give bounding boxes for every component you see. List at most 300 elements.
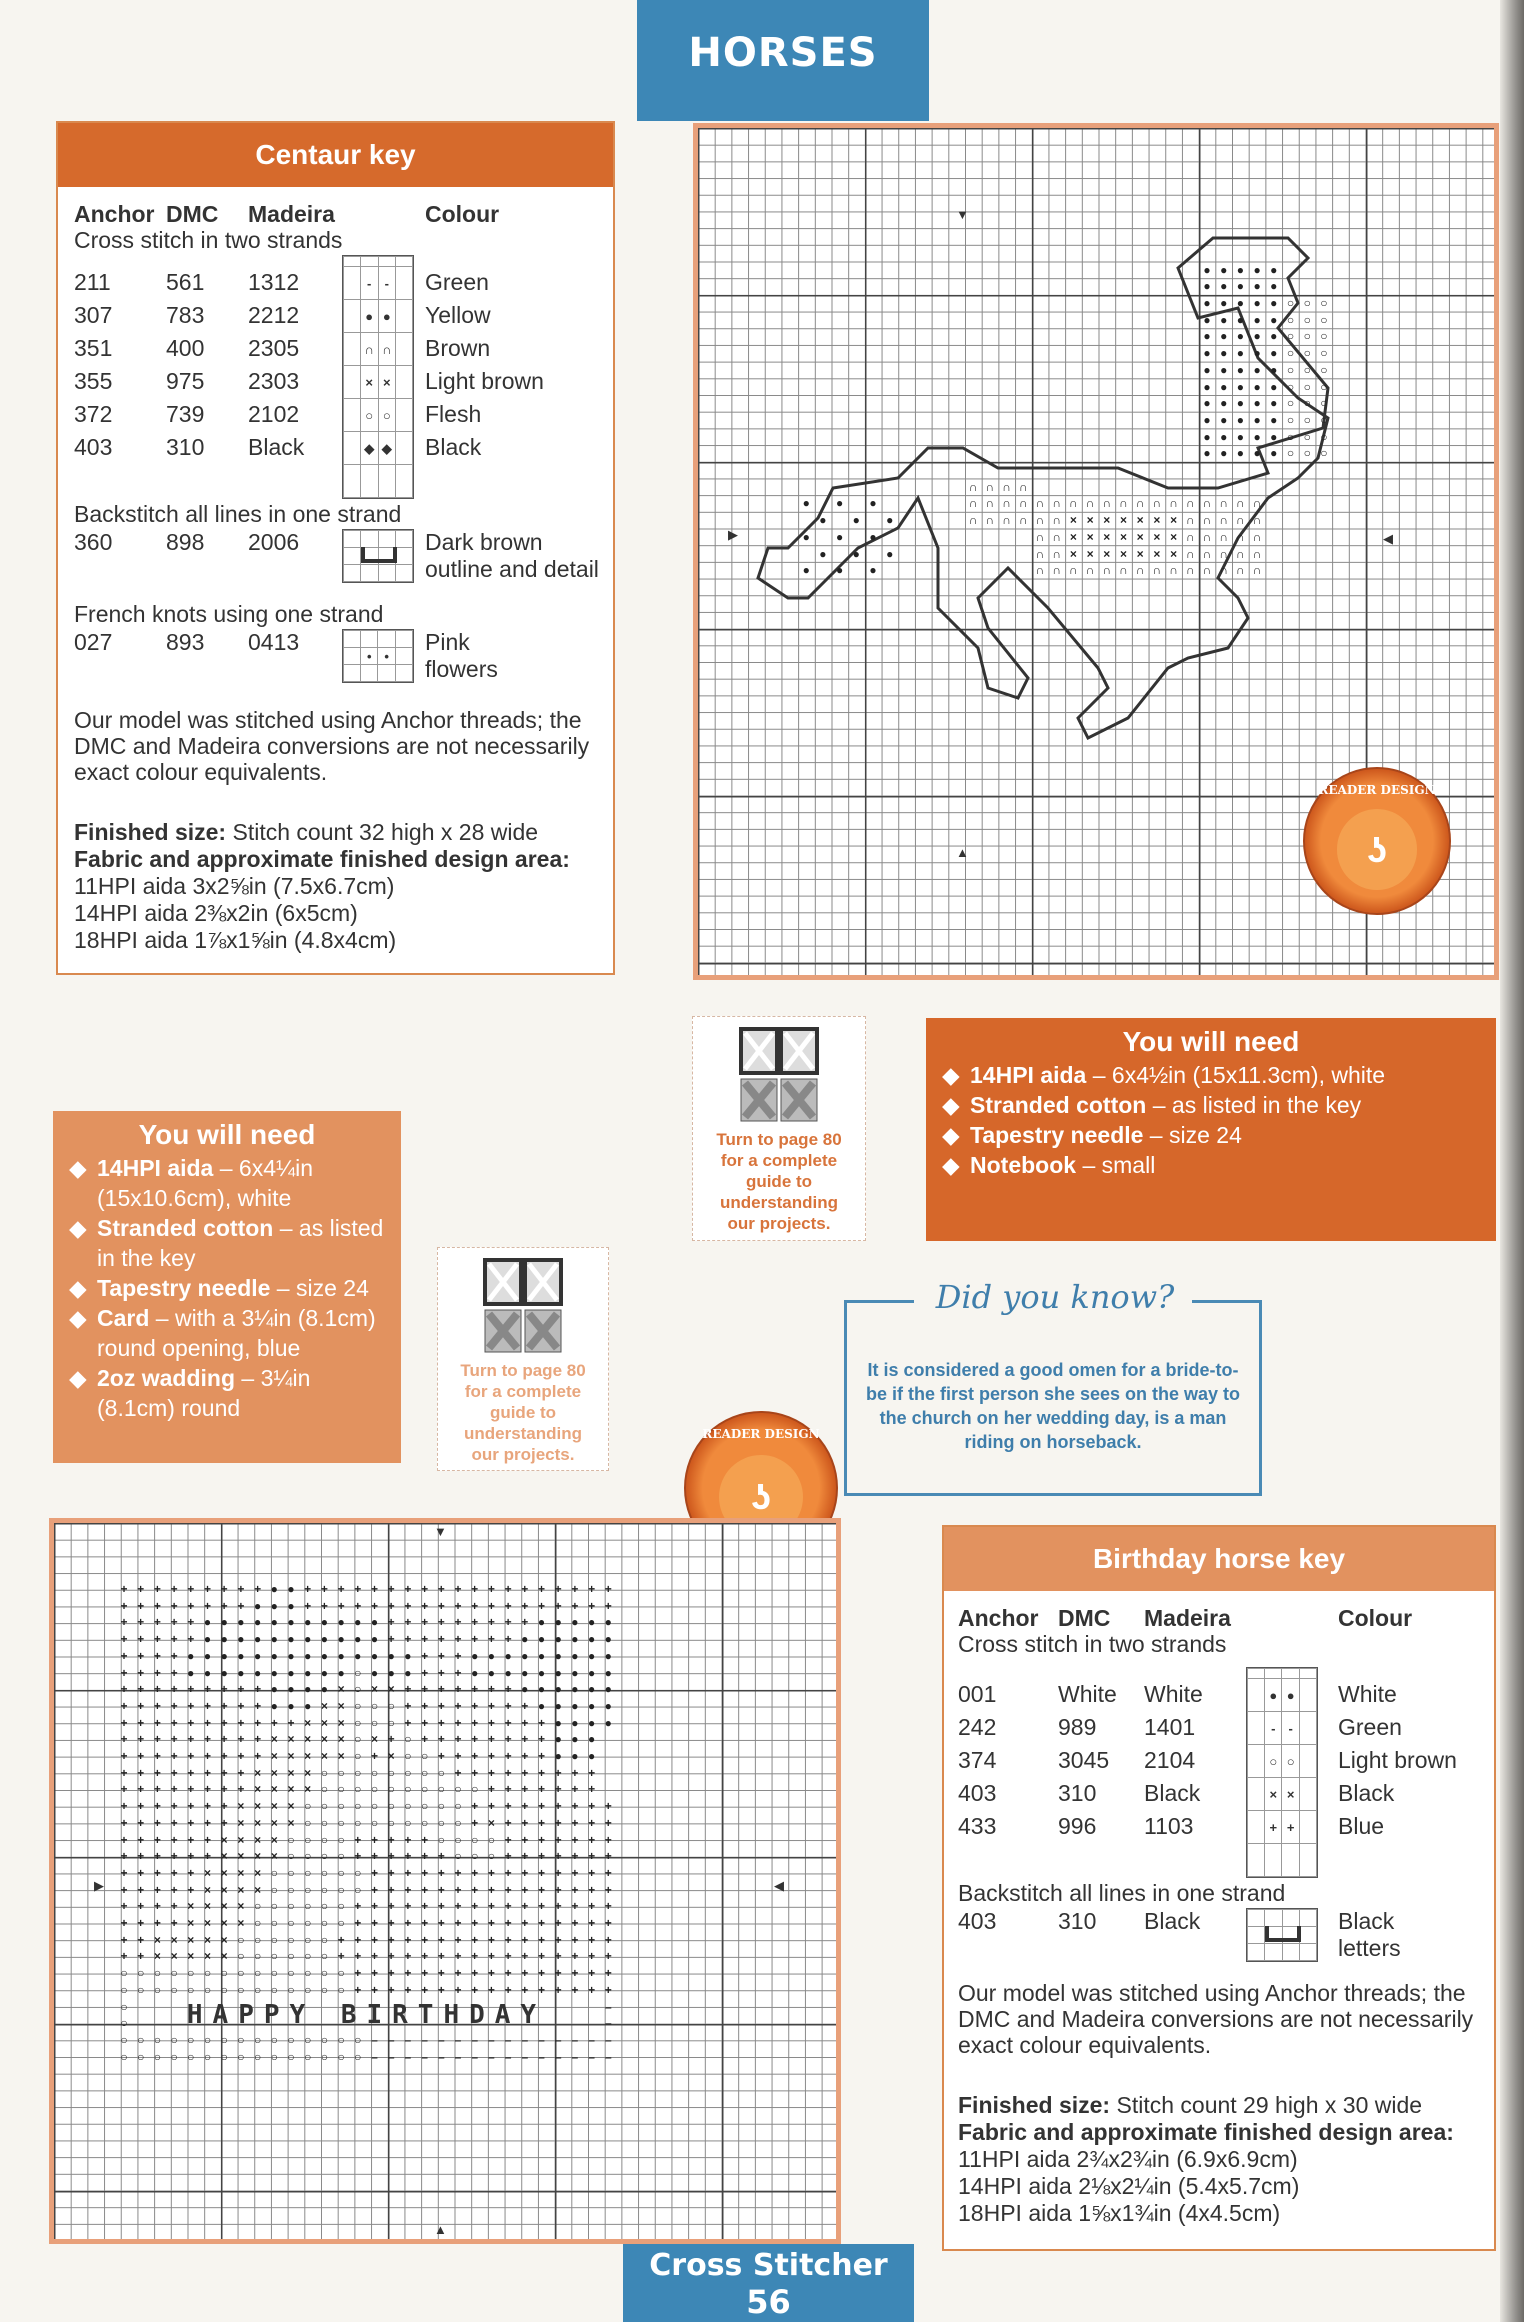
chart-stitch: + [120, 1815, 128, 1830]
chart-stitch: + [370, 1899, 378, 1914]
chart-stitch: ● [237, 1665, 245, 1680]
chart-stitch: ● [471, 1648, 479, 1663]
chart-stitch: ○ [354, 1715, 362, 1730]
chart-stitch: + [137, 1648, 145, 1663]
chart-stitch: ● [1220, 346, 1228, 361]
materials-item [69, 1303, 385, 1363]
chart-stitch: ○ [337, 1849, 345, 1864]
chart-stitch: ○ [237, 1982, 245, 1997]
chart-stitch: ● [370, 1665, 379, 1680]
chart-stitch: ∩ [1219, 546, 1229, 561]
chart-stitch: + [604, 1966, 612, 1981]
chart-stitch: + [554, 1966, 562, 1981]
chart-stitch: × [254, 1815, 262, 1830]
guide-line: guide to [745, 1172, 813, 1191]
chart-stitch: + [604, 1932, 612, 1947]
chart-stitch: ∩ [1252, 546, 1262, 561]
chart-stitch: ● [1220, 429, 1228, 444]
chart-stitch: × [1103, 513, 1111, 528]
chart-stitch: ○ [370, 1765, 379, 1780]
chart-stitch: + [120, 1665, 128, 1680]
chart-stitch: ● [304, 1698, 312, 1713]
chart-stitch: ● [287, 1648, 295, 1663]
chart-stitch: ● [253, 1615, 262, 1630]
chart-stitch: ● [604, 1665, 612, 1680]
chart-stitch: + [471, 1582, 479, 1596]
chart-stitch: ∩ [1236, 546, 1245, 561]
chart-stitch: + [554, 1832, 562, 1847]
chart-stitch: ○ [437, 1815, 445, 1830]
chart-stitch: ○ [287, 1932, 295, 1947]
chart-stitch: + [170, 1749, 178, 1763]
materials-item-detail: – size 24 [1143, 1122, 1242, 1148]
madeira-code: 0413 [248, 629, 300, 655]
chart-stitch: ● [270, 1632, 278, 1647]
chart-stitch: ○ [337, 1815, 345, 1830]
chart-stitch: ○ [120, 2049, 128, 2064]
chart-stitch: ○ [387, 1799, 395, 1814]
chart-stitch: ● [1203, 312, 1211, 327]
chart-stitch: – [604, 2016, 612, 2031]
chart-stitch: + [220, 1782, 228, 1797]
anchor-code: 433 [958, 1813, 997, 1839]
anchor-code: 374 [958, 1747, 997, 1773]
chart-stitch: + [604, 1899, 612, 1914]
chart-stitch: ○ [337, 1765, 345, 1780]
chart-stitch: + [370, 1949, 378, 1964]
chart-stitch: ● [287, 1632, 295, 1647]
chart-stitch: – [538, 2049, 545, 2064]
chart-stitch: + [504, 1749, 512, 1763]
chart-stitch: + [588, 1899, 596, 1914]
chart-stitch: ∩ [1085, 563, 1095, 578]
chart-stitch: × [1170, 529, 1178, 544]
chart-stitch: ∩ [1035, 563, 1045, 578]
chart-stitch: × [237, 1849, 245, 1864]
chart-stitch: + [521, 1815, 529, 1830]
chart-stitch: + [571, 1832, 579, 1847]
materials-item-name: Stranded cotton [97, 1215, 274, 1241]
chart-stitch: × [287, 1815, 295, 1830]
chart-stitch: ● [304, 1665, 312, 1680]
chart-stitch: + [537, 1782, 545, 1797]
chart-stitch: + [187, 1698, 195, 1713]
chart-stitch: × [237, 1899, 245, 1914]
chart-stitch: + [137, 1732, 145, 1747]
chart-stitch: + [437, 1632, 445, 1647]
chart-stitch: ∩ [1219, 513, 1229, 528]
chart-stitch: ● [320, 1615, 329, 1630]
chart-stitch: + [170, 1648, 178, 1663]
chart-stitch: + [153, 1615, 161, 1630]
chart-stitch: + [203, 1682, 211, 1697]
stitch-guide-icon [483, 1258, 563, 1354]
page-footer [623, 2244, 914, 2322]
chart-stitch: × [287, 1732, 295, 1747]
chart-stitch: ● [554, 1632, 562, 1647]
chart-stitch: ● [487, 1665, 496, 1680]
chart-stitch: + [404, 1715, 412, 1730]
chart-stitch: + [203, 1832, 211, 1847]
chart-stitch: ○ [170, 1966, 178, 1981]
chart-stitch: + [504, 1982, 512, 1997]
chart-stitch: ○ [153, 1982, 162, 1997]
chart-stitch: ∩ [1236, 529, 1245, 544]
chart-stitch: + [537, 1849, 545, 1864]
chart-stitch: × [337, 1698, 345, 1713]
chart-stitch: + [604, 1799, 612, 1814]
chart-stitch: ○ [304, 1882, 312, 1897]
chart-stitch: ○ [253, 1932, 262, 1947]
madeira-code: White [1144, 1681, 1203, 1707]
chart-stitch: + [170, 1882, 178, 1897]
badge-text: READER DESIGN [1318, 783, 1436, 797]
chart-stitch: ● [1236, 429, 1245, 444]
chart-stitch: ○ [1286, 312, 1295, 327]
chart-stitch: ● [370, 1632, 379, 1647]
chart-stitch: + [537, 1765, 545, 1780]
chart-stitch: + [537, 1732, 545, 1747]
chart-stitch: + [153, 1732, 161, 1747]
chart-stitch: + [387, 1882, 395, 1897]
chart-stitch: ○ [203, 2032, 212, 2047]
guide-reference-box [692, 1016, 866, 1241]
chart-stitch: ○ [370, 1799, 379, 1814]
chart-stitch: ○ [270, 2032, 278, 2047]
chart-stitch: + [437, 1615, 445, 1630]
chart-stitch: + [137, 1749, 145, 1763]
chart-stitch: + [571, 1765, 579, 1780]
chart-stitch: ∩ [1052, 546, 1062, 561]
chart-stitch: ○ [404, 1732, 412, 1747]
chart-stitch: + [120, 1698, 128, 1713]
chart-stitch: ● [1253, 296, 1261, 310]
chart-stitch: + [554, 1799, 562, 1814]
chart-stitch: ● [320, 1665, 329, 1680]
chart-stitch: + [487, 1782, 495, 1797]
chart-stitch: × [1119, 513, 1127, 528]
chart-stitch: + [504, 1899, 512, 1914]
chart-stitch: ● [1203, 346, 1211, 361]
chart-stitch: – [387, 2032, 395, 2047]
chart-stitch: ● [835, 563, 844, 578]
chart-stitch: + [537, 1932, 545, 1947]
chart-stitch: ● [387, 1648, 395, 1663]
chart-stitch: ∩ [1035, 496, 1045, 511]
chart-stitch: ● [270, 1598, 278, 1613]
madeira-code: Black [1144, 1780, 1201, 1806]
materials-item-name: Notebook [970, 1152, 1077, 1178]
chart-stitch: ● [587, 1615, 596, 1630]
chart-stitch: ∩ [1069, 496, 1078, 511]
chart-stitch: + [237, 1782, 245, 1797]
chart-stitch: + [237, 1765, 245, 1780]
chart-stitch: ● [1203, 379, 1211, 394]
chart-stitch: + [120, 1765, 128, 1780]
chart-stitch: × [1103, 529, 1111, 544]
chart-stitch: ○ [354, 2049, 362, 2064]
chart-stitch: ● [1236, 262, 1245, 277]
chart-stitch: + [571, 1865, 579, 1880]
chart-stitch: ○ [220, 1966, 228, 1981]
chart-stitch: – [454, 2032, 462, 2047]
chart-stitch: + [320, 1582, 328, 1596]
chart-stitch: ● [802, 496, 810, 511]
chart-stitch: × [304, 1765, 312, 1780]
chart-stitch: ● [287, 1582, 295, 1596]
chart-stitch: ● [287, 1665, 295, 1680]
chart-stitch: × [203, 1949, 211, 1964]
chart-stitch: × [304, 1715, 312, 1730]
chart-stitch: ○ [354, 1698, 362, 1713]
chart-stitch: + [187, 1715, 195, 1730]
chart-stitch: × [270, 1815, 278, 1830]
chart-stitch: + [454, 1632, 462, 1647]
chart-stitch: + [370, 1865, 378, 1880]
finished-size [958, 2092, 1422, 2118]
chart-stitch: ○ [404, 1815, 412, 1830]
chart-stitch: ○ [320, 1849, 329, 1864]
chart-stitch: × [487, 1815, 495, 1830]
chart-stitch: + [170, 1832, 178, 1847]
chart-stitch: + [554, 1782, 562, 1797]
chart-stitch: – [488, 2049, 495, 2064]
chart-stitch: + [153, 1665, 161, 1680]
materials-item-name: Card [97, 1305, 150, 1331]
chart-stitch: × [1153, 513, 1161, 528]
chart-stitch: + [137, 1682, 145, 1697]
chart-stitch: + [187, 1799, 195, 1814]
chart-stitch: ○ [437, 1832, 445, 1847]
guide-line: for a complete [464, 1382, 582, 1401]
chart-stitch: ○ [120, 2016, 128, 2031]
anchor-code: 360 [74, 529, 113, 555]
chart-stitch: + [471, 1598, 479, 1613]
chart-stitch: + [137, 1832, 145, 1847]
madeira-code: 2006 [248, 529, 300, 555]
chart-stitch: + [537, 1815, 545, 1830]
chart-stitch: × [287, 1749, 295, 1763]
chart-stitch: ○ [354, 1815, 362, 1830]
key-column-header: Colour [425, 201, 500, 227]
chart-stitch: ● [1203, 429, 1211, 444]
chart-stitch: + [387, 1865, 395, 1880]
chart-stitch: + [254, 1682, 262, 1697]
chart-stitch: ○ [1303, 296, 1311, 310]
chart-stitch: + [404, 1615, 412, 1630]
chart-stitch: + [554, 1899, 562, 1914]
chart-stitch: + [537, 1799, 545, 1814]
chart-stitch: ○ [1303, 429, 1311, 444]
chart-stitch: + [153, 1749, 161, 1763]
chart-stitch: + [404, 1598, 412, 1613]
chart-stitch: ∩ [1236, 563, 1245, 578]
chart-stitch: ○ [1303, 379, 1311, 394]
materials-item [942, 1090, 1480, 1120]
chart-stitch: – [571, 2049, 579, 2064]
chart-stitch: + [354, 1849, 362, 1864]
chart-stitch: ● [554, 1698, 562, 1713]
chart-stitch: ● [1270, 296, 1278, 310]
chart-stitch: + [203, 1765, 211, 1780]
chart-stitch: + [521, 1882, 529, 1897]
chart-stitch: + [454, 1966, 462, 1981]
colour-name: Black [1338, 1780, 1395, 1806]
anchor-code: 403 [958, 1780, 997, 1806]
chart-stitch: + [137, 1916, 145, 1930]
chart-stitch: ● [604, 1615, 612, 1630]
chart-stitch: ● [571, 1615, 579, 1630]
chart-stitch: ∩ [1252, 529, 1262, 544]
magazine-name: Cross Stitcher [649, 2248, 888, 2283]
chart-stitch: ● [571, 1732, 579, 1747]
chart-stitch: + [554, 1765, 562, 1780]
chart-stitch: + [153, 1882, 161, 1897]
chart-stitch: – [504, 2032, 512, 2047]
chart-stitch: ○ [304, 2032, 312, 2047]
chart-stitch: + [521, 1582, 529, 1596]
chart-stitch: + [170, 1815, 178, 1830]
chart-stitch: ○ [420, 1765, 429, 1780]
chart-stitch: × [270, 1749, 278, 1763]
chart-stitch: + [237, 1582, 245, 1596]
chart-stitch: ● [604, 1682, 612, 1697]
chart-stitch: + [521, 1799, 529, 1814]
chart-stitch: ○ [337, 1799, 345, 1814]
chart-stitch: × [203, 1932, 211, 1947]
chart-stitch: + [504, 1849, 512, 1864]
chart-stitch: × [254, 1782, 262, 1797]
chart-stitch: × [203, 1899, 211, 1914]
chart-stitch: × [337, 1682, 345, 1697]
chart-stitch: ● [1270, 379, 1278, 394]
chart-stitch: × [237, 1882, 245, 1897]
chart-stitch: ○ [320, 1932, 329, 1947]
backstitch-symbol-grid [342, 529, 414, 583]
anchor-code: 372 [74, 401, 113, 427]
chart-stitch: + [588, 1832, 596, 1847]
chart-stitch: + [153, 1832, 161, 1847]
madeira-code: 2212 [248, 302, 300, 328]
chart-stitch: ○ [320, 1765, 329, 1780]
guide-line: Turn to page 80 [716, 1130, 842, 1149]
chart-stitch: + [454, 1865, 462, 1880]
chart-stitch: ● [270, 1682, 278, 1697]
materials-item-name: 14HPI aida [97, 1155, 214, 1181]
finished-size-label: Finished size: [958, 2092, 1111, 2118]
chart-stitch: ○ [304, 1982, 312, 1997]
chart-stitch: ● [253, 1598, 262, 1613]
chart-stitch: ○ [270, 1916, 278, 1930]
chart-stitch: ● [1236, 296, 1245, 310]
key-column-header: Anchor [74, 201, 155, 227]
chart-stitch: ○ [170, 2049, 178, 2064]
chart-stitch: + [304, 1598, 312, 1613]
chart-stitch: + [487, 1966, 495, 1981]
chart-stitch: + [137, 1665, 145, 1680]
chart-stitch: ● [554, 1665, 562, 1680]
chart-stitch: + [404, 1682, 412, 1697]
chart-stitch: ∩ [1219, 529, 1229, 544]
chart-stitch: + [354, 1982, 362, 1997]
chart-stitch: + [487, 1799, 495, 1814]
chart-stitch: + [120, 1916, 128, 1930]
chart-stitch: ○ [287, 1966, 295, 1981]
chart-stitch: + [170, 1916, 178, 1930]
chart-stitch: ○ [1303, 396, 1311, 411]
materials-item [942, 1150, 1480, 1180]
chart-stitch: + [454, 1615, 462, 1630]
chart-stitch: ○ [420, 1749, 429, 1763]
chart-stitch: ∩ [1018, 479, 1028, 494]
chart-stitch: + [421, 1648, 429, 1663]
chart-stitch: × [254, 1765, 262, 1780]
chart-stitch: + [521, 1749, 529, 1763]
chart-stitch: + [471, 1982, 479, 1997]
chart-stitch: ○ [387, 1782, 395, 1797]
chart-stitch: ○ [437, 1765, 445, 1780]
chart-stitch: ○ [253, 1966, 262, 1981]
chart-stitch: ○ [253, 1982, 262, 1997]
chart-stitch: + [354, 1899, 362, 1914]
chart-stitch: ○ [1286, 362, 1295, 377]
chart-stitch: × [1119, 546, 1127, 561]
chart-stitch: ∩ [1185, 496, 1195, 511]
chart-stitch: × [220, 1932, 228, 1947]
chart-stitch: + [370, 1849, 378, 1864]
chart-stitch: ○ [120, 1982, 128, 1997]
chart-stitch: + [187, 1682, 195, 1697]
chart-stitch: + [604, 1916, 612, 1930]
chart-stitch: + [120, 1715, 128, 1730]
chart-stitch: ○ [487, 1849, 496, 1864]
chart-stitch: + [404, 1966, 412, 1981]
chart-stitch: + [153, 1799, 161, 1814]
chart-stitch: × [1153, 529, 1161, 544]
chart-stitch: + [404, 1698, 412, 1713]
finished-size [74, 819, 538, 845]
chart-stitch: ● [1203, 362, 1211, 377]
chart-stitch: + [504, 1815, 512, 1830]
chart-stitch: ○ [454, 1782, 462, 1797]
chart-stitch: ● [869, 563, 877, 578]
chart-stitch: + [487, 1932, 495, 1947]
chart-stitch: ○ [270, 1899, 278, 1914]
chart-stitch: ○ [1320, 379, 1328, 394]
chart-stitch: + [437, 1598, 445, 1613]
chart-stitch: ○ [337, 1882, 345, 1897]
chart-stitch: + [471, 1799, 479, 1814]
chart-stitch: + [421, 1698, 429, 1713]
chart-stitch: ○ [437, 1782, 445, 1797]
chart-stitch: + [487, 1615, 495, 1630]
chart-stitch: ○ [237, 1966, 245, 1981]
chart-stitch: + [537, 1715, 545, 1730]
chart-stitch: ○ [170, 1982, 178, 1997]
chart-stitch: + [604, 1882, 612, 1897]
madeira-code: 2305 [248, 335, 300, 361]
chart-stitch: ● [1220, 412, 1228, 427]
chart-stitch: + [220, 1698, 228, 1713]
reader-design-badge [1303, 767, 1451, 915]
chart-stitch: ○ [404, 1765, 412, 1780]
thread-note: Our model was stitched using Anchor threads; the DMC and Madeira conversions are not necessarily exact colour equivalents. [74, 707, 590, 785]
chart-stitch: – [371, 2032, 378, 2047]
chart-stitch: + [120, 1749, 128, 1763]
chart-stitch: ○ [337, 1832, 345, 1847]
chart-stitch: ○ [304, 1899, 312, 1914]
chart-stitch: ∩ [1018, 513, 1028, 528]
